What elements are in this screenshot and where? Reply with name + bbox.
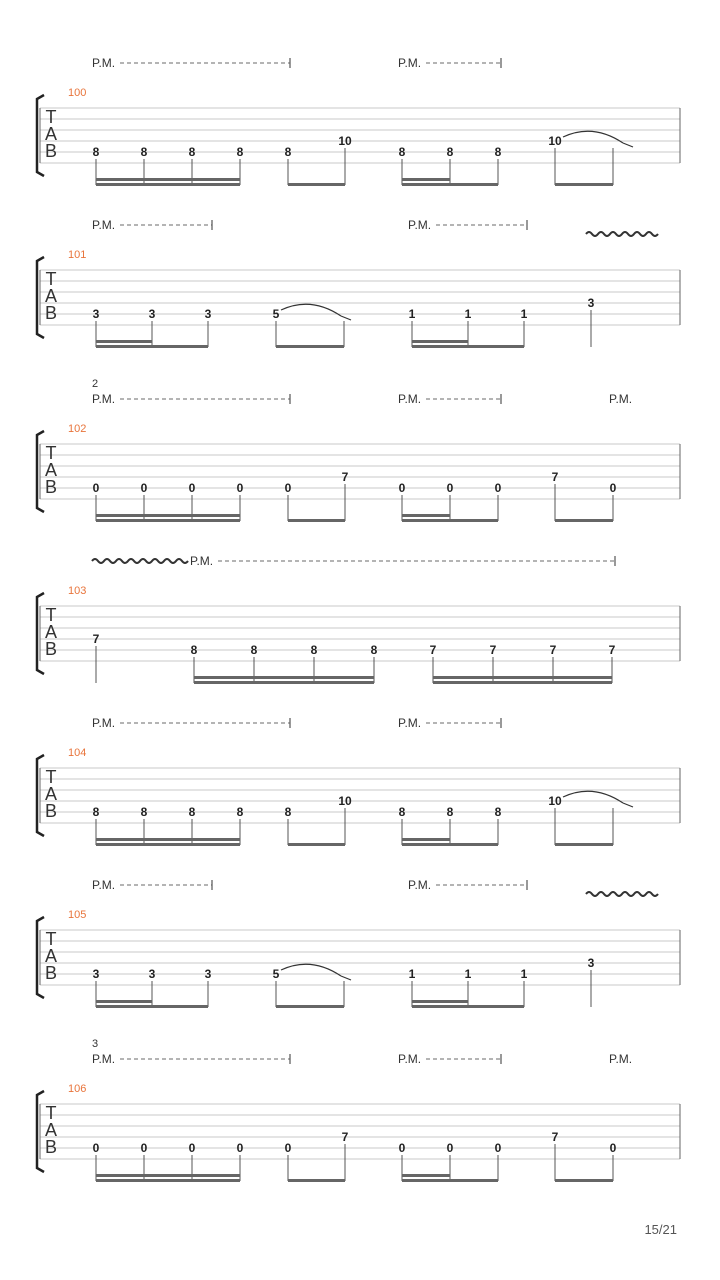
tab-letter: A [44, 622, 58, 642]
fret-number: 8 [190, 643, 198, 657]
measure-number: 101 [68, 249, 87, 261]
beam [96, 514, 240, 517]
tab-letter: A [44, 784, 58, 804]
fret-number: 1 [464, 967, 472, 981]
fret-number: 8 [236, 805, 244, 819]
vibrato-line [92, 559, 188, 563]
fret-number: 0 [92, 481, 100, 495]
fret-number: 7 [92, 632, 100, 646]
beam [433, 676, 612, 679]
fret-number: 8 [284, 805, 292, 819]
beam [96, 345, 208, 348]
tab-letter: B [44, 1137, 58, 1157]
fret-number: 7 [551, 1130, 559, 1144]
fret-number: 0 [284, 1141, 292, 1155]
beam [412, 345, 524, 348]
fret-number: 0 [494, 481, 502, 495]
fret-number: 8 [92, 145, 100, 159]
beam [402, 183, 498, 186]
fret-number: 7 [429, 643, 437, 657]
fret-number: 3 [204, 967, 212, 981]
fret-number: 0 [446, 481, 454, 495]
beam [402, 514, 450, 517]
count-number: 2 [92, 378, 99, 390]
fret-number: 0 [188, 1141, 196, 1155]
fret-number: 8 [92, 805, 100, 819]
measure-number: 106 [68, 1083, 87, 1095]
fret-number: 0 [609, 1141, 617, 1155]
beam [96, 519, 240, 522]
beam [194, 676, 374, 679]
fret-number: 3 [92, 967, 100, 981]
beam [555, 843, 613, 846]
beam [96, 1000, 152, 1003]
measure-number: 103 [68, 585, 87, 597]
fret-number: 10 [338, 134, 352, 148]
beam [555, 183, 613, 186]
palm-mute-label: P.M. [92, 56, 116, 70]
beam [402, 519, 498, 522]
beam [288, 519, 345, 522]
fret-number: 0 [92, 1141, 100, 1155]
beam [96, 178, 240, 181]
fret-number: 8 [370, 643, 378, 657]
palm-mute-label: P.M. [398, 56, 422, 70]
fret-number: 0 [398, 481, 406, 495]
beam [402, 1174, 450, 1177]
beam [402, 1179, 498, 1182]
beam [288, 843, 345, 846]
fret-number: 7 [551, 470, 559, 484]
fret-number: 3 [148, 967, 156, 981]
beam [402, 838, 450, 841]
fret-number: 8 [188, 805, 196, 819]
fret-number: 8 [398, 805, 406, 819]
palm-mute-label: P.M. [398, 1052, 422, 1066]
tab-letter: T [45, 269, 57, 289]
fret-number: 8 [236, 145, 244, 159]
measure-number: 100 [68, 87, 87, 99]
beam [96, 843, 240, 846]
palm-mute-label: P.M. [398, 392, 422, 406]
tab-letter: T [45, 605, 57, 625]
fret-number: 7 [489, 643, 497, 657]
palm-mute-label: P.M. [92, 1052, 116, 1066]
fret-number: 10 [338, 794, 352, 808]
beam [96, 340, 152, 343]
beam [555, 1179, 613, 1182]
fret-number: 7 [549, 643, 557, 657]
tab-letter: B [44, 303, 58, 323]
fret-number: 5 [272, 307, 280, 321]
beam [402, 178, 450, 181]
palm-mute-label: P.M. [609, 392, 633, 406]
fret-number: 8 [140, 145, 148, 159]
beam [288, 183, 345, 186]
beam [194, 681, 374, 684]
fret-number: 8 [284, 145, 292, 159]
fret-number: 8 [494, 805, 502, 819]
tab-letter: A [44, 460, 58, 480]
fret-number: 0 [398, 1141, 406, 1155]
fret-number: 8 [446, 145, 454, 159]
fret-number: 7 [608, 643, 616, 657]
measure-number: 105 [68, 909, 87, 921]
beam [412, 1005, 524, 1008]
beam [412, 1000, 468, 1003]
fret-number: 8 [446, 805, 454, 819]
beam [412, 340, 468, 343]
fret-number: 1 [408, 307, 416, 321]
beam [433, 681, 612, 684]
slur-tail [623, 803, 633, 807]
fret-number: 7 [341, 470, 349, 484]
tab-letter: T [45, 767, 57, 787]
fret-number: 3 [92, 307, 100, 321]
fret-number: 7 [341, 1130, 349, 1144]
beam [288, 1179, 345, 1182]
measure-number: 104 [68, 747, 87, 759]
fret-number: 8 [188, 145, 196, 159]
fret-number: 1 [464, 307, 472, 321]
palm-mute-label: P.M. [92, 392, 116, 406]
fret-number: 3 [587, 296, 595, 310]
tab-letter: A [44, 946, 58, 966]
fret-number: 5 [272, 967, 280, 981]
beam [402, 843, 498, 846]
slur-tail [341, 976, 351, 980]
palm-mute-label: P.M. [408, 878, 432, 892]
palm-mute-label: P.M. [609, 1052, 633, 1066]
page-number: 15/21 [644, 1222, 677, 1237]
fret-number: 0 [140, 481, 148, 495]
beam [555, 519, 613, 522]
palm-mute-label: P.M. [190, 554, 214, 568]
tab-letter: A [44, 124, 58, 144]
tab-letter: B [44, 477, 58, 497]
fret-number: 0 [494, 1141, 502, 1155]
fret-number: 10 [548, 794, 562, 808]
tab-letter: T [45, 107, 57, 127]
fret-number: 3 [204, 307, 212, 321]
fret-number: 10 [548, 134, 562, 148]
tab-letter: B [44, 963, 58, 983]
fret-number: 0 [236, 481, 244, 495]
slur-tail [341, 316, 351, 320]
palm-mute-label: P.M. [408, 218, 432, 232]
fret-number: 8 [398, 145, 406, 159]
fret-number: 1 [520, 307, 528, 321]
fret-number: 3 [148, 307, 156, 321]
beam [276, 345, 344, 348]
fret-number: 8 [310, 643, 318, 657]
vibrato-line [586, 892, 658, 896]
fret-number: 0 [609, 481, 617, 495]
fret-number: 1 [408, 967, 416, 981]
beam [96, 1179, 240, 1182]
palm-mute-label: P.M. [92, 878, 116, 892]
beam [276, 1005, 344, 1008]
count-number: 3 [92, 1038, 99, 1050]
fret-number: 0 [140, 1141, 148, 1155]
tab-letter: T [45, 443, 57, 463]
fret-number: 0 [236, 1141, 244, 1155]
fret-number: 8 [140, 805, 148, 819]
fret-number: 8 [250, 643, 258, 657]
vibrato-line [586, 232, 658, 236]
tab-letter: B [44, 141, 58, 161]
fret-number: 0 [284, 481, 292, 495]
beam [96, 1005, 208, 1008]
fret-number: 0 [188, 481, 196, 495]
tab-letter: A [44, 286, 58, 306]
measure-number: 102 [68, 423, 87, 435]
slur-tail [623, 143, 633, 147]
tab-letter: T [45, 1103, 57, 1123]
fret-number: 8 [494, 145, 502, 159]
tab-letter: T [45, 929, 57, 949]
palm-mute-label: P.M. [398, 716, 422, 730]
tab-letter: B [44, 801, 58, 821]
beam [96, 183, 240, 186]
palm-mute-label: P.M. [92, 716, 116, 730]
fret-number: 3 [587, 956, 595, 970]
fret-number: 0 [446, 1141, 454, 1155]
tab-letter: B [44, 639, 58, 659]
tab-letter: A [44, 1120, 58, 1140]
beam [96, 838, 240, 841]
beam [96, 1174, 240, 1177]
palm-mute-label: P.M. [92, 218, 116, 232]
fret-number: 1 [520, 967, 528, 981]
